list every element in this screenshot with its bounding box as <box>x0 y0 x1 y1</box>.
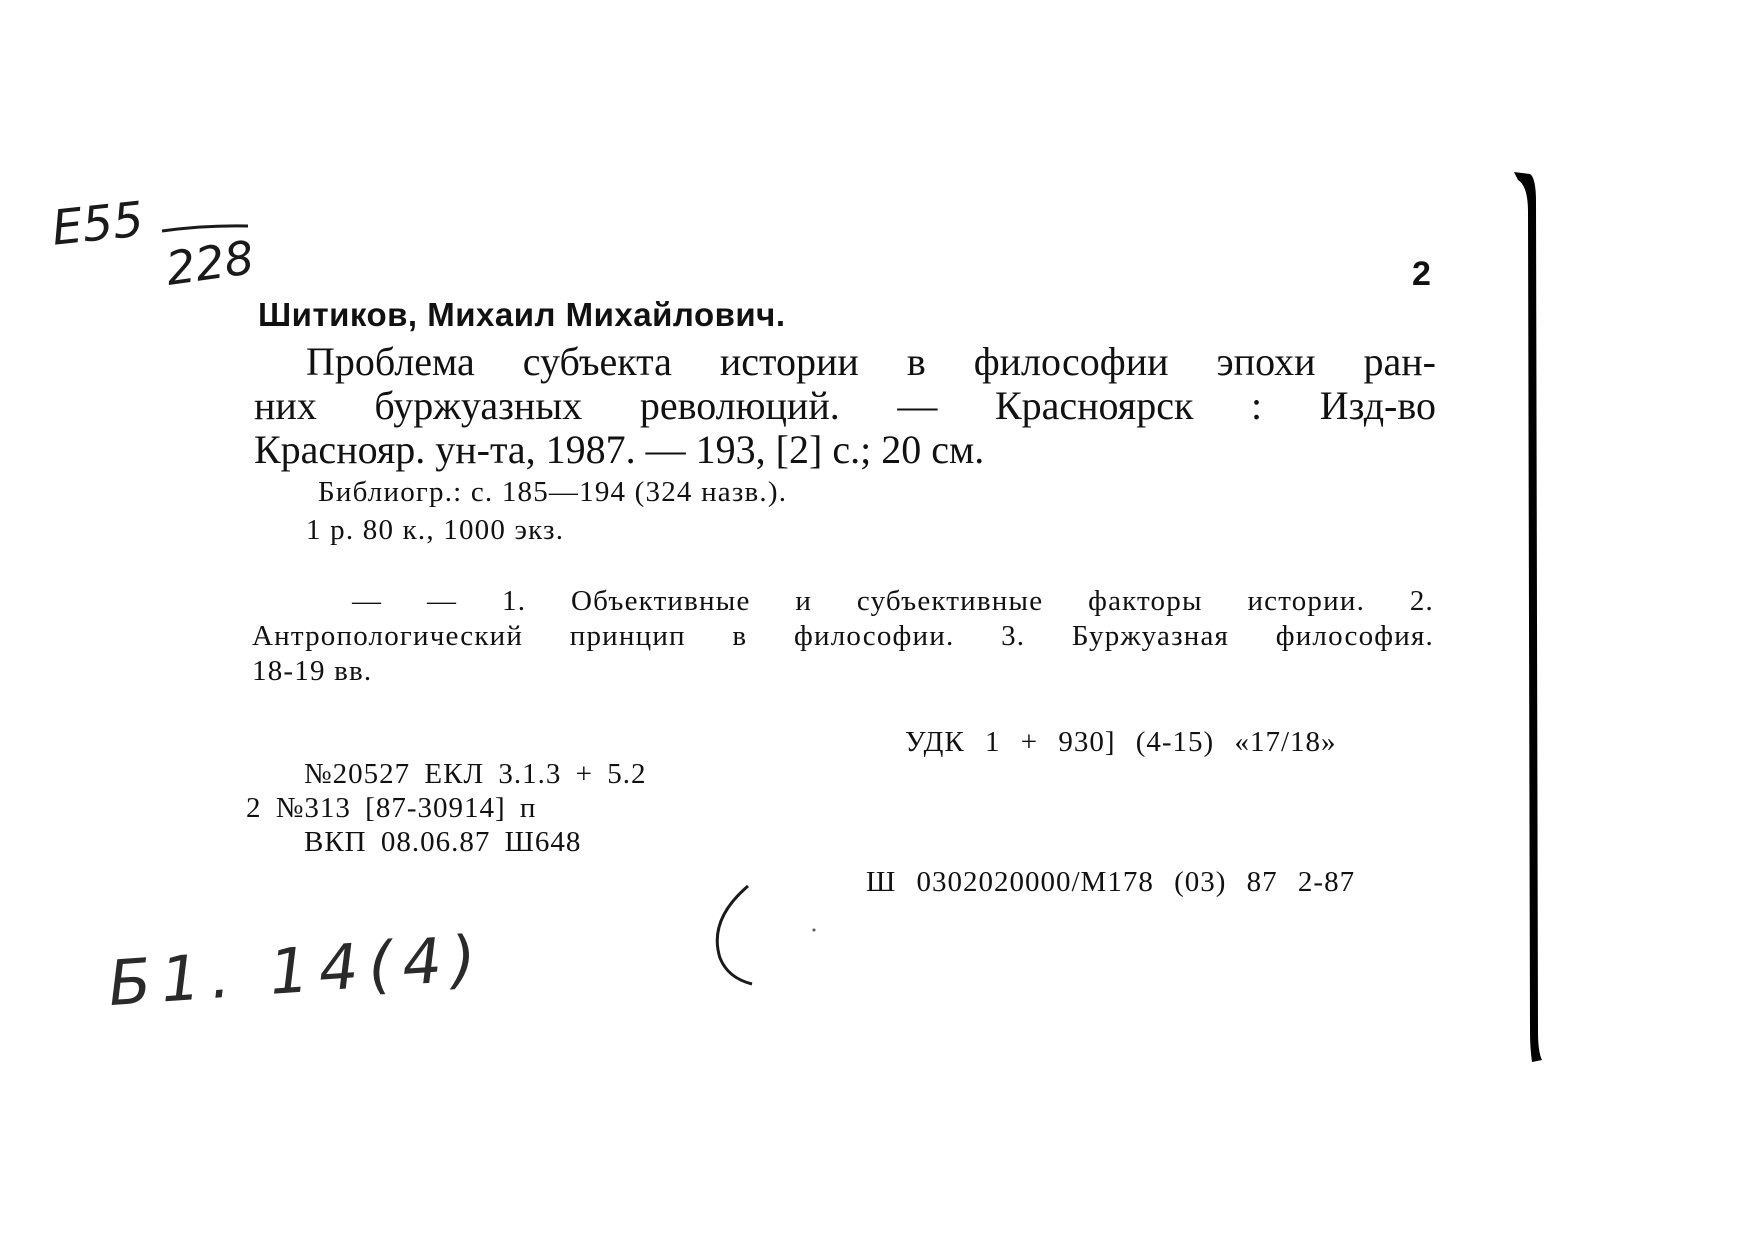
card-number: 2 <box>1412 255 1431 293</box>
subject-line: Антропологический принцип в философии. 3. Буржуазная философия. <box>252 620 1434 652</box>
subject-headings <box>252 584 1434 689</box>
handwritten-parenthesis-mark <box>700 880 820 990</box>
card-edge-bar <box>1514 172 1550 1062</box>
author-heading: Шитиков, Михаил Михайлович. <box>258 296 786 333</box>
udk-classification: УДК 1 + 930] (4-15) «17/18» <box>905 726 1337 758</box>
handwritten-shelf-mark-top: E55 <box>49 191 147 257</box>
price-note: 1 р. 80 к., 1000 экз. <box>306 514 565 546</box>
handwritten-shelf-mark-bottom: 228 <box>162 230 258 296</box>
title-line: Проблема субъекта истории в философии эпохи ран- <box>306 339 1436 384</box>
bibliography-note: Библиогр.: с. 185—194 (324 назв.). <box>318 476 788 508</box>
title-line: Краснояр. ун-та, 1987. — 193, [2] с.; 20 см. <box>254 427 985 472</box>
registration-code-line: ВКП 08.06.87 Ш648 <box>304 826 582 858</box>
handwritten-bottom-note: Б1. 14(4) <box>105 920 489 1021</box>
registration-code-line: 2 №313 [87-30914] п <box>246 792 537 824</box>
registration-code-line: №20527 ЕКЛ 3.1.3 + 5.2 <box>304 758 647 790</box>
title-line: них буржуазных революций. — Красноярск : Изд-во <box>254 383 1436 428</box>
publisher-code: Ш 0302020000/M178 (03) 87 2-87 <box>866 866 1356 898</box>
title-imprint-block <box>254 340 1436 472</box>
subject-line: 18-19 вв. <box>252 655 373 687</box>
subject-line: — — 1. Объективные и субъективные факторы истории. 2. <box>352 585 1434 617</box>
